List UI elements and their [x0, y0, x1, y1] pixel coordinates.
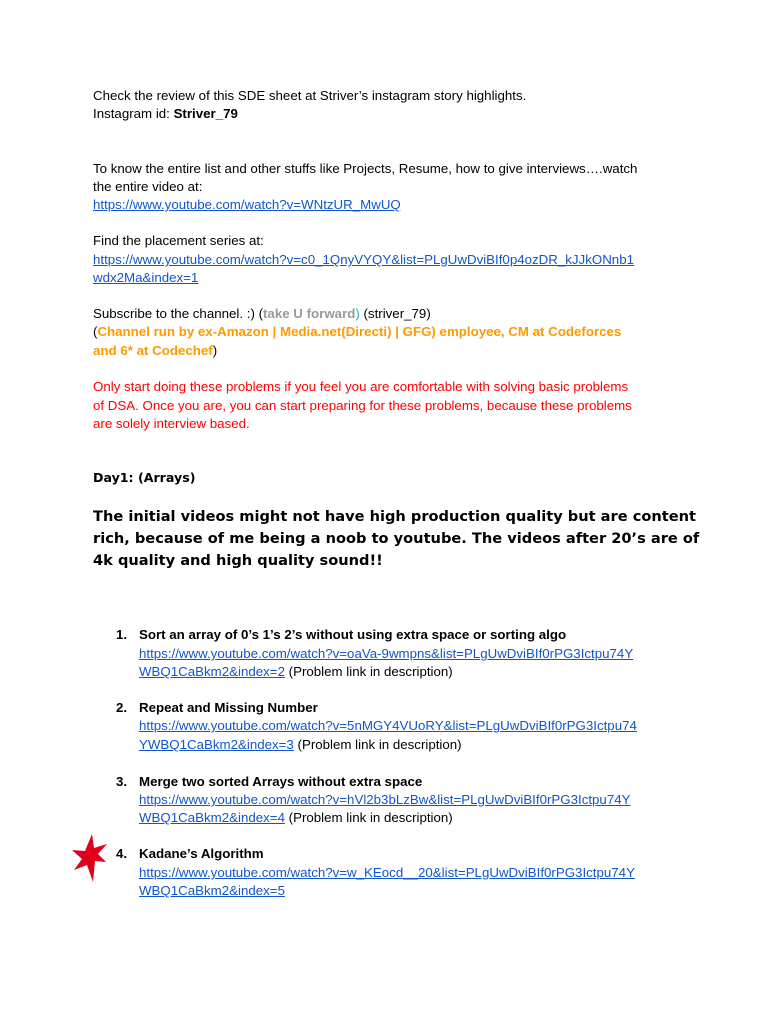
channel-name: take U forward	[263, 306, 356, 321]
problem-1-title: Sort an array of 0’s 1’s 2’s without using extra space or sorting algo	[139, 627, 567, 642]
placement-label: Find the placement series at:	[93, 233, 264, 248]
review-line: Check the review of this SDE sheet at Striver’s instagram story highlights.	[93, 88, 527, 103]
placement-link-line1[interactable]: https://www.youtube.com/watch?v=c0_1QnyVYQY&list=PLgUwDviBIf0p4ozDR_kJJkONnb1	[93, 252, 634, 267]
notice-line2: rich, because of me being a noob to youtube. The videos after 20’s are of	[93, 530, 700, 547]
red-star-icon	[70, 832, 110, 884]
notice-line3: 4k quality and high quality sound!!	[93, 552, 383, 569]
channel-handle: (striver_79)	[359, 306, 431, 321]
channel-close-paren: )	[355, 306, 360, 321]
video-text-line2: the entire video at:	[93, 179, 203, 194]
bio-line1	[93, 323, 621, 341]
problem-4-link-row	[139, 882, 285, 900]
problem-2-link-line2[interactable]: YWBQ1CaBkm2&index=3	[139, 737, 294, 752]
instagram-line	[93, 105, 238, 123]
problem-2-title: Repeat and Missing Number	[139, 700, 318, 715]
warning-line1: Only start doing these problems if you feel you are comfortable with solving basic problems	[93, 379, 629, 394]
problem-2-number: 2.	[116, 700, 128, 715]
problem-2-link-row	[139, 736, 462, 754]
problem-3-number: 3.	[116, 774, 128, 789]
problem-1-link-line1[interactable]: https://www.youtube.com/watch?v=oaVa-9wmpns&list=PLgUwDviBIf0rPG3Ictpu74Y	[139, 646, 634, 661]
video-text-line1: To know the entire list and other stuffs like Projects, Resume, how to give interviews….watch	[93, 161, 638, 176]
problem-3-link-line1[interactable]: https://www.youtube.com/watch?v=hVl2b3bLzBw&list=PLgUwDviBIf0rPG3Ictpu74Y	[139, 792, 631, 807]
problem-3-title: Merge two sorted Arrays without extra space	[139, 774, 423, 789]
bio-close-paren: )	[212, 343, 218, 358]
bio-text-line2: and 6* at Codechef	[93, 343, 213, 358]
problem-4-link-line1[interactable]: https://www.youtube.com/watch?v=w_KEocd__20&list=PLgUwDviBIf0rPG3Ictpu74Y	[139, 865, 635, 880]
bio-line2	[93, 342, 217, 360]
problem-4-number: 4.	[116, 846, 128, 861]
problem-3-note: (Problem link in description)	[284, 810, 453, 825]
problem-3-link-row	[139, 809, 453, 827]
warning-line2: of DSA. Once you are, you can start preparing for these problems, because these problems	[93, 398, 632, 413]
problem-1-note: (Problem link in description)	[284, 664, 453, 679]
day-title: Day1: (Arrays)	[93, 470, 196, 485]
instagram-id: Striver_79	[173, 106, 238, 121]
instagram-label: Instagram id:	[93, 106, 174, 121]
bio-text-line1: Channel run by ex-Amazon | Media.net(Directi) | GFG) employee, CM at Codeforces	[97, 324, 622, 339]
notice-line1: The initial videos might not have high production quality but are content	[93, 508, 697, 525]
problem-2-note: (Problem link in description)	[293, 737, 462, 752]
subscribe-prefix: Subscribe to the channel. :) (	[93, 306, 263, 321]
problem-1-number: 1.	[116, 627, 128, 642]
warning-line3: are solely interview based.	[93, 416, 250, 431]
problem-4-link-line2[interactable]: WBQ1CaBkm2&index=5	[139, 883, 285, 898]
placement-link-line2[interactable]: wdx2Ma&index=1	[93, 270, 199, 285]
problem-3-link-line2[interactable]: WBQ1CaBkm2&index=4	[139, 810, 285, 825]
bio-open-paren: (	[93, 324, 98, 339]
problem-1-link-row	[139, 663, 453, 681]
problem-4-title: Kadane’s Algorithm	[139, 846, 264, 861]
problem-1-link-line2[interactable]: WBQ1CaBkm2&index=2	[139, 664, 285, 679]
subscribe-line	[93, 305, 431, 323]
video-link[interactable]: https://www.youtube.com/watch?v=WNtzUR_MwUQ	[93, 197, 401, 212]
problem-2-link-line1[interactable]: https://www.youtube.com/watch?v=5nMGY4VUoRY&list=PLgUwDviBIf0rPG3Ictpu74	[139, 718, 637, 733]
